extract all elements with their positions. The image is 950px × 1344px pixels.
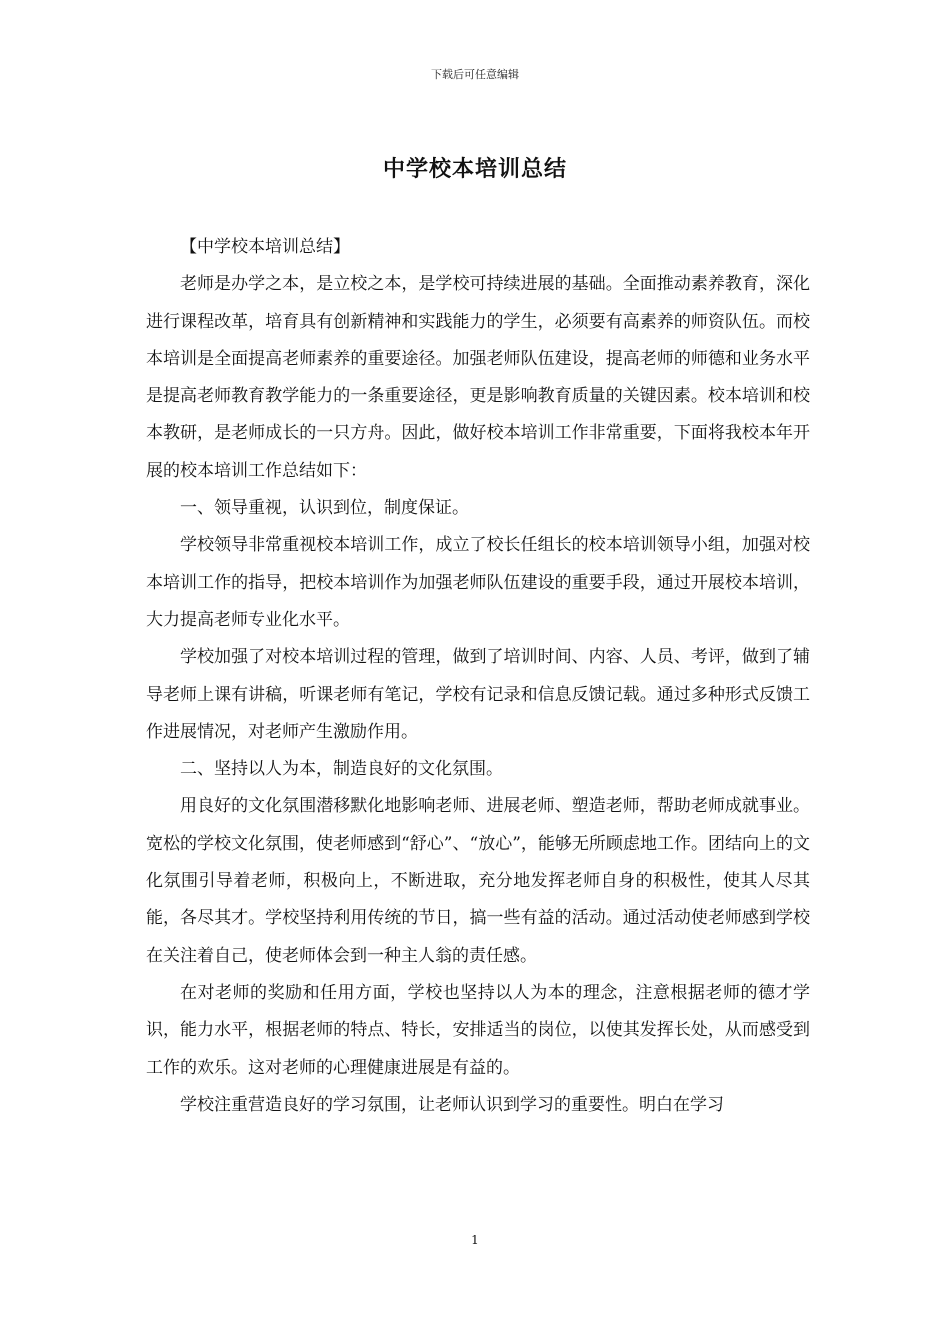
paragraph: 在对老师的奖励和任用方面，学校也坚持以人为本的理念，注意根据老师的德才学识，能力水平，根据老师的特点、特长，安排适当的岗位，以使其发挥长处，从而感受到工作的欢乐。这对老师的心理健康进展是有益的。 (146, 982, 810, 1078)
section-heading-2: 二、坚持以人为本，制造良好的文化氛围。 (180, 759, 503, 780)
document-title: 中学校本培训总结 (382, 156, 567, 182)
document-body (146, 229, 810, 1209)
paragraph-intro: 老师是办学之本，是立校之本，是学校可持续进展的基础。全面推动素养教育，深化进行课程改革，培育具有创新精神和实践能力的学生，必须要有高素养的师资队伍。而校本培训是全面提高老师素养的重要途径。加强老师队伍建设，提高老师的师德和业务水平是提高老师教育教学能力的一条重要途径，更是影响教育质量的关键因素。校本培训和校本教研，是老师成长的一只方舟。因此，做好校本培训工作非常重要，下面将我校本年开展的校本培训工作总结如下： (146, 274, 810, 481)
paragraph: 学校加强了对校本培训过程的管理，做到了培训时间、内容、人员、考评，做到了辅导老师上课有讲稿，听课老师有笔记，学校有记录和信息反馈记载。通过多种形式反馈工作进展情况，对老师产生激励作用。 (146, 647, 810, 742)
page-number: 1 (471, 1233, 479, 1247)
header-note: 下载后可任意编辑 (431, 68, 519, 81)
paragraph-heading-bracket: 【中学校本培训总结】 (180, 237, 350, 257)
paragraph: 学校领导非常重视校本培训工作，成立了校长任组长的校本培训领导小组，加强对校本培训工作的指导，把校本培训作为加强老师队伍建设的重要手段，通过开展校本培训，大力提高老师专业化水平。 (146, 535, 810, 630)
paragraph: 学校注重营造良好的学习氛围，让老师认识到学习的重要性。明白在学习 (180, 1094, 724, 1115)
paragraph: 用良好的文化氛围潜移默化地影响老师、进展老师、塑造老师，帮助老师成就事业。宽松的学校文化氛围，使老师感到“舒心”、“放心”，能够无所顾虑地工作。团结向上的文化氛围引导着老师，积极向上，不断进取，充分地发挥老师自身的积极性，使其人尽其能，各尽其才。学校坚持利用传统的节日，搞一些有益的活动。通过活动使老师感到学校在关注着自己，使老师体会到一种主人翁的责任感。 (146, 796, 810, 966)
section-heading-1: 一、领导重视，认识到位，制度保证。 (180, 498, 469, 519)
